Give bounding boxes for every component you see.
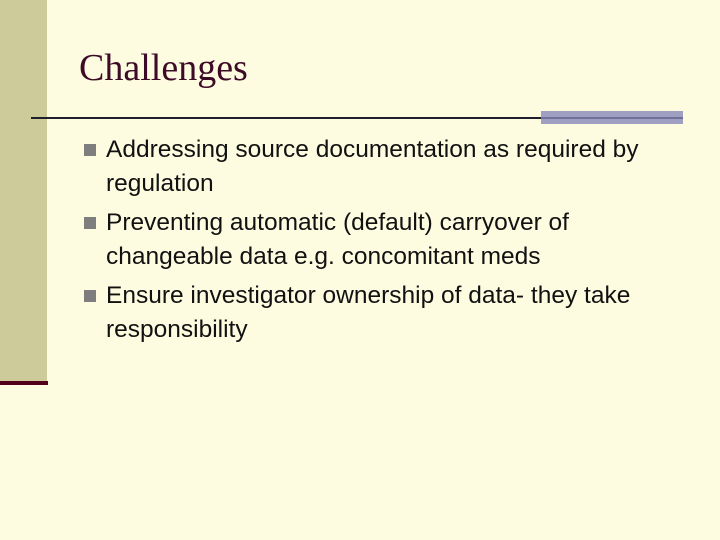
bullet-item xyxy=(84,279,694,347)
bullet-text: Ensure investigator ownership of data- they take responsibility xyxy=(106,282,631,343)
square-bullet-icon xyxy=(84,217,96,229)
title-divider-line xyxy=(31,117,541,119)
bullet-text: Preventing automatic (default) carryover of changeable data e.g. concomitant meds xyxy=(106,209,569,270)
square-bullet-icon xyxy=(84,290,96,302)
bullet-item xyxy=(84,133,694,201)
bullet-item xyxy=(84,206,694,274)
slide-title: Challenges xyxy=(79,47,248,89)
title-divider-accent-line xyxy=(541,117,683,119)
bullet-text: Addressing source documentation as required by regulation xyxy=(106,136,639,197)
left-decorative-band xyxy=(0,0,47,382)
left-band-base-line xyxy=(0,381,48,385)
bullet-list xyxy=(84,133,694,352)
square-bullet-icon xyxy=(84,144,96,156)
